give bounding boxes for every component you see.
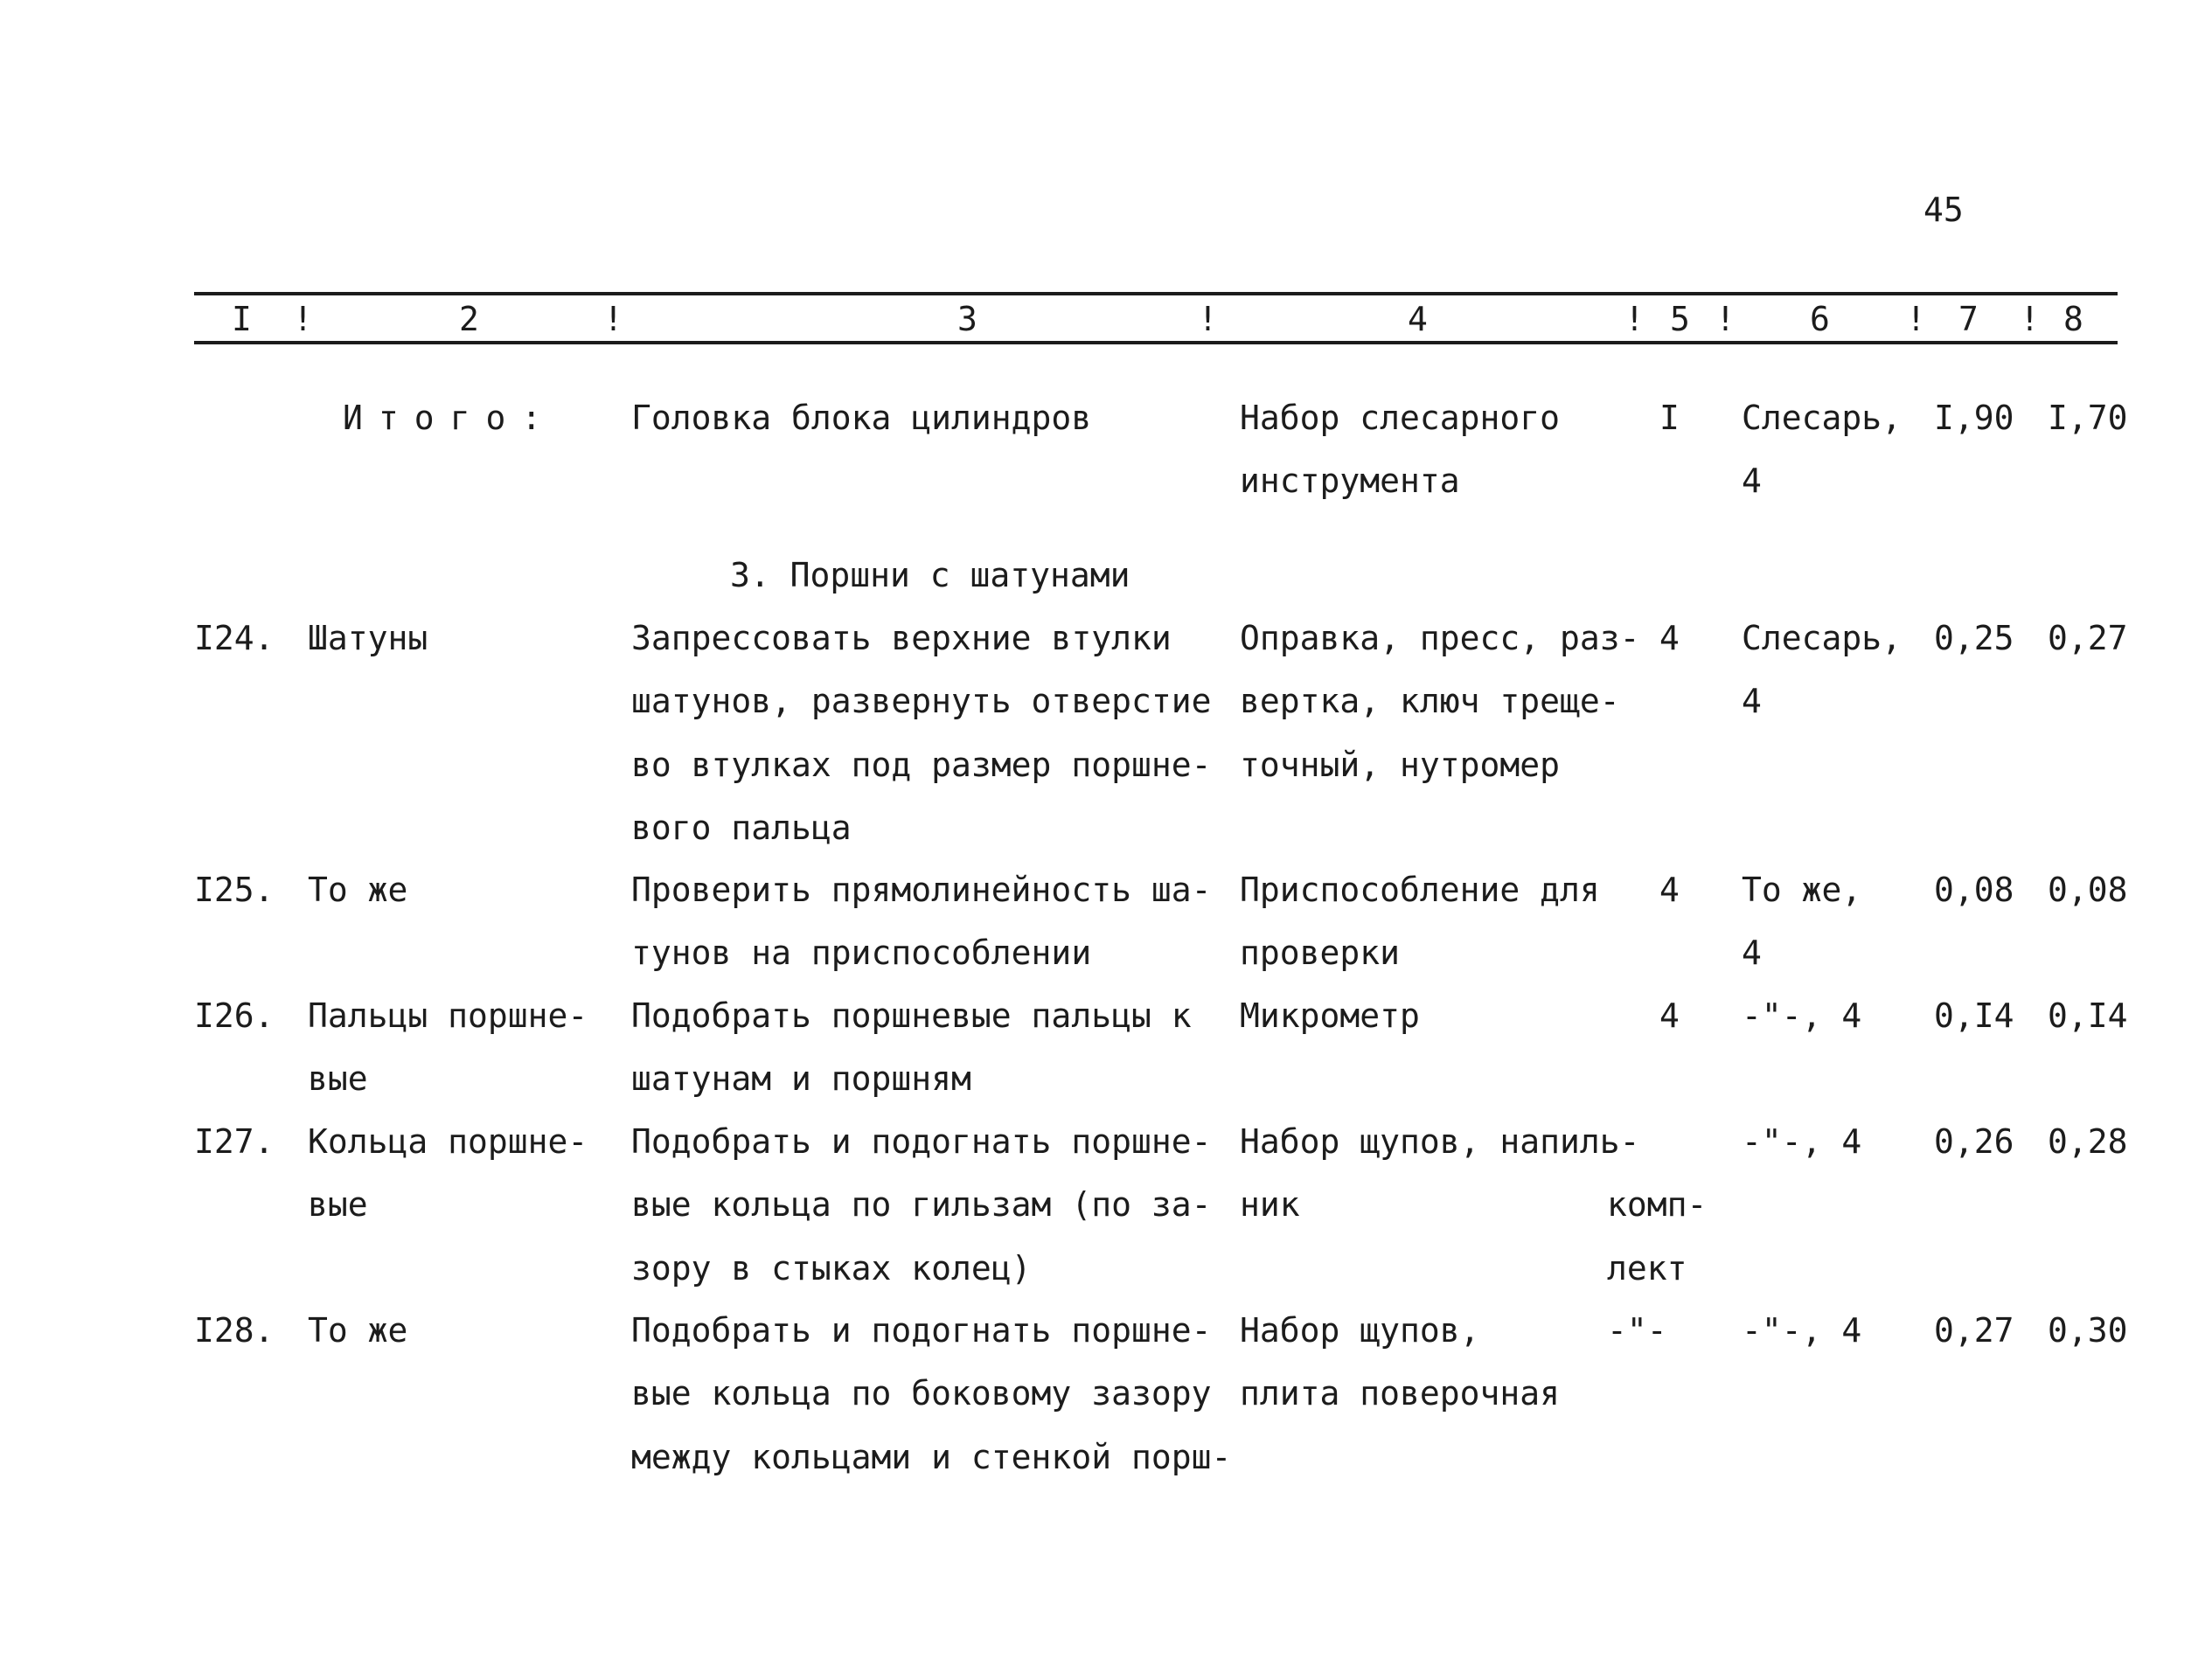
row-tool: Оправка, пресс, раз-	[1240, 619, 1640, 657]
row-tool: плита поверочная	[1240, 1374, 1561, 1413]
row-worker: 4	[1742, 682, 1762, 721]
row-tool: Микрометр	[1240, 996, 1420, 1035]
row-norm-7: 0,26	[1934, 1122, 2014, 1161]
row-worker: 4	[1742, 934, 1762, 973]
header-col-1: I	[232, 300, 252, 338]
header-col-5: 5	[1670, 300, 1690, 338]
row-norm-8: 0,I4	[2048, 996, 2128, 1035]
row-number: I26.	[194, 996, 275, 1035]
header-separator: !	[2020, 300, 2040, 338]
row-part: вые	[308, 1185, 368, 1225]
row-operation: шатунов, развернуть отверстие	[631, 682, 1212, 721]
row-operation: во втулках под размер поршне-	[631, 745, 1212, 784]
row-quantity: 4	[1659, 619, 1680, 657]
row-norm-8: 0,30	[2048, 1311, 2128, 1350]
row-part: То же	[308, 871, 408, 909]
header-separator: !	[1906, 300, 1926, 338]
row-quantity: 4	[1659, 871, 1680, 909]
row-number: I24.	[194, 619, 275, 657]
row-operation: вые кольца по гильзам (по за-	[631, 1185, 1212, 1225]
header-col-8: 8	[2063, 300, 2083, 338]
row-tool: точный, нутромер	[1240, 745, 1561, 784]
header-separator: !	[293, 300, 313, 338]
row-operation: Подобрать и подогнать поршне-	[631, 1311, 1212, 1350]
header-col-2: 2	[459, 300, 479, 338]
header-separator: !	[1624, 300, 1645, 338]
row-operation: между кольцами и стенкой порш-	[631, 1437, 1232, 1476]
row-norm-7: 0,I4	[1934, 996, 2014, 1035]
row-part: Шатуны	[308, 619, 428, 657]
row-part: Кольца поршне-	[308, 1122, 588, 1161]
row-quantity: лект	[1607, 1248, 1687, 1288]
total-label: Итого:	[343, 399, 558, 437]
row-quantity: комп-	[1607, 1185, 1708, 1225]
page-number: 45	[1923, 191, 1964, 229]
row-number: I27.	[194, 1122, 275, 1161]
header-separator: !	[1198, 300, 1218, 338]
row-norm-7: 0,25	[1934, 619, 2014, 657]
header-col-7: 7	[1958, 300, 1979, 338]
row-operation: вые кольца по боковому зазору	[631, 1374, 1212, 1413]
row-norm-7: 0,08	[1934, 871, 2014, 909]
row-tool: Набор щупов, напиль-	[1240, 1122, 1640, 1161]
total-tool-line: инструмента	[1240, 462, 1460, 500]
row-quantity: -"-	[1607, 1311, 1667, 1350]
row-number: I25.	[194, 871, 275, 909]
row-worker: -"-, 4	[1742, 1311, 1862, 1350]
row-operation: Подобрать и подогнать поршне-	[631, 1122, 1212, 1161]
row-tool: Приспособление для	[1240, 871, 1600, 909]
row-part: То же	[308, 1311, 408, 1350]
row-operation: Подобрать поршневые пальцы к	[631, 996, 1192, 1035]
row-worker: Слесарь,	[1742, 619, 1902, 657]
header-col-3: 3	[957, 300, 977, 338]
row-tool: Набор щупов,	[1240, 1311, 1480, 1350]
row-operation: вого пальца	[631, 809, 852, 848]
row-operation: шатунам и поршням	[631, 1059, 971, 1099]
total-worker-line: 4	[1742, 462, 1762, 500]
total-norm-7: I,90	[1934, 399, 2014, 437]
header-col-6: 6	[1810, 300, 1830, 338]
header-top-rule	[194, 292, 2118, 295]
total-worker-line: Слесарь,	[1742, 399, 1902, 437]
section-title: 3. Поршни с шатунами	[730, 556, 1130, 594]
row-worker: То же,	[1742, 871, 1862, 909]
row-operation: зору в стыках колец)	[631, 1248, 1032, 1288]
row-part: вые	[308, 1059, 368, 1099]
total-norm-8: I,70	[2048, 399, 2128, 437]
row-norm-8: 0,28	[2048, 1122, 2128, 1161]
row-tool: ник	[1240, 1185, 1300, 1225]
row-norm-8: 0,08	[2048, 871, 2128, 909]
row-tool: проверки	[1240, 934, 1401, 973]
row-number: I28.	[194, 1311, 275, 1350]
row-operation: Проверить прямолинейность ша-	[631, 871, 1212, 909]
row-tool: вертка, ключ треще-	[1240, 682, 1620, 721]
row-part: Пальцы поршне-	[308, 996, 588, 1035]
row-operation: тунов на приспособлении	[631, 934, 1092, 973]
header-col-4: 4	[1408, 300, 1428, 338]
total-part: Головка блока цилиндров	[631, 399, 1092, 437]
total-tool-line: Набор слесарного	[1240, 399, 1561, 437]
row-worker: -"-, 4	[1742, 996, 1862, 1035]
row-worker: -"-, 4	[1742, 1122, 1862, 1161]
row-norm-8: 0,27	[2048, 619, 2128, 657]
header-bottom-rule	[194, 341, 2118, 344]
total-qty: I	[1659, 399, 1680, 437]
header-separator: !	[1715, 300, 1736, 338]
row-norm-7: 0,27	[1934, 1311, 2014, 1350]
row-quantity: 4	[1659, 996, 1680, 1035]
header-separator: !	[603, 300, 623, 338]
row-operation: Запрессовать верхние втулки	[631, 619, 1172, 657]
